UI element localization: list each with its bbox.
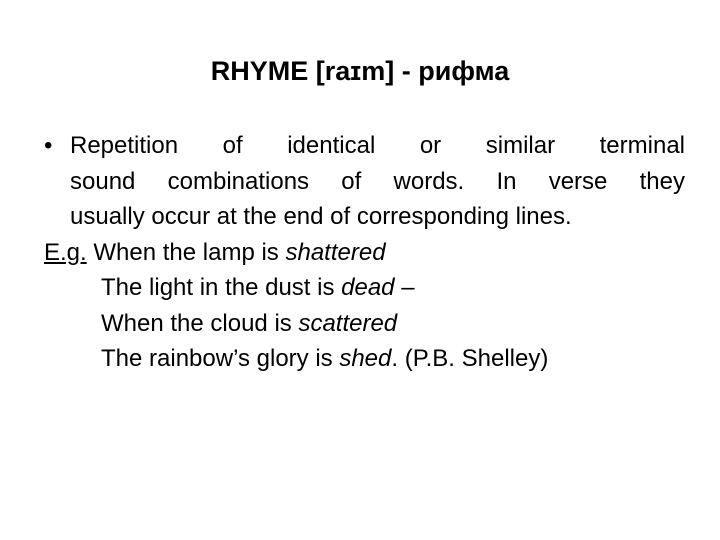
verse-text: When the cloud is: [101, 309, 299, 337]
bullet-marker: •: [44, 132, 53, 159]
verse-text: The rainbow’s glory is: [101, 345, 340, 372]
verse-rhyme-word: scattered: [298, 309, 398, 337]
verse-rhyme-word: shed: [339, 345, 392, 372]
verse-text: The light in the dust is: [101, 274, 342, 301]
verse-rhyme-word: shattered: [285, 238, 386, 266]
verse-rhyme-word: dead: [341, 274, 395, 301]
bullet-line: sound combinations of words. In verse they: [70, 167, 685, 195]
verse-tail: –: [394, 274, 415, 301]
bullet-line: usually occur at the end of corresponding lines.: [70, 203, 572, 230]
bullet-item: [44, 128, 694, 235]
verse-line: [44, 270, 694, 306]
bullet-line: Repetition of identical or similar terminal: [70, 132, 685, 159]
slide-title: RHYME [raɪm] - рифма: [210, 56, 510, 86]
example-first-line: [44, 235, 694, 271]
verse-line: [44, 341, 694, 377]
verse-line: [44, 306, 694, 342]
verse-tail: . (P.B. Shelley): [391, 345, 549, 372]
example-label: E.g.: [44, 238, 87, 266]
slide-body: [44, 128, 694, 377]
verse-text: When the lamp is: [93, 238, 286, 266]
